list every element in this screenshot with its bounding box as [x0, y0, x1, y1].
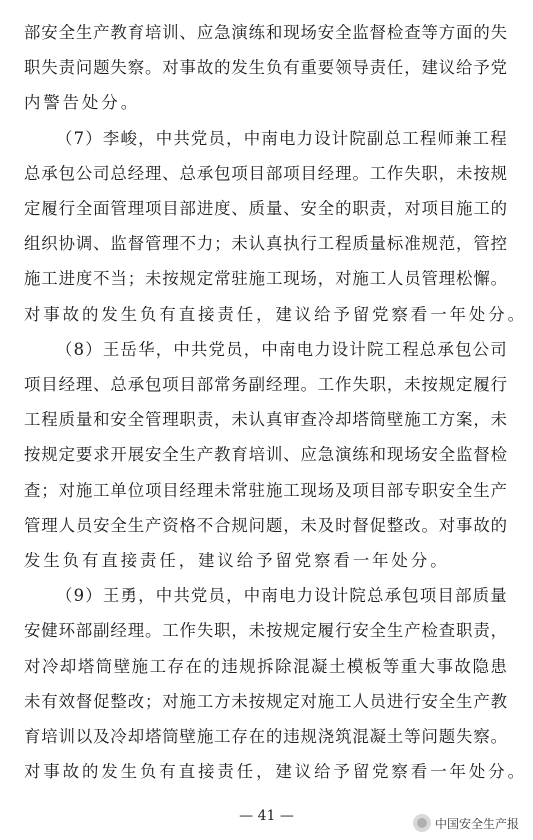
text-line: 未 有 效 督 促 整 改 ； 对 施 工 方 未 按 规 定 对 施 工 人 员 进 行 安 全 生 产 教 [24, 691, 507, 711]
text-line: （ 7 ） 李 峻 ， 中 共 党 员 ， 中 南 电 力 设 计 院 副 总 工 程 师 兼 工 程 [56, 128, 507, 148]
text-line: 对事故的发生负有直接责任，建议给予留党察看一年处分。 [24, 304, 527, 324]
text-line: （ 8 ） 王 岳 华 ， 中 共 党 员 ， 中 南 电 力 设 计 院 工 程 总 承 包 公 司 [56, 339, 507, 359]
text-line: 管 理 人 员 安 全 生 产 资 格 不 合 规 问 题 ， 未 及 时 督 促 整 改 。 对 事 故 的 [24, 515, 507, 535]
text-line: 施 工 进 度 不 当 ； 未 按 规 定 常 驻 施 工 现 场 ， 对 施 工 人 员 管 理 松 懈 。 [24, 269, 507, 289]
text-line: 安 健 环 部 副 经 理 。 工 作 失 职 ， 未 按 规 定 履 行 安 全 生 产 检 查 职 责 ， [24, 621, 507, 641]
text-line: 育 培 训 以 及 冷 却 塔 筒 壁 施 工 存 在 的 违 规 浇 筑 混 凝 土 等 问 题 失 察 。 [24, 727, 507, 746]
text-line: （ 9 ） 王 勇 ， 中 共 党 员 ， 中 南 电 力 设 计 院 总 承 包 项 目 部 质 量 [56, 586, 507, 606]
watermark [413, 814, 519, 832]
text-line: 对事故的发生负有直接责任，建议给予留党察看一年处分。 [24, 762, 527, 782]
text-line: 项 目 经 理 、 总 承 包 项 目 部 常 务 副 经 理 。 工 作 失 职 ， 未 按 规 定 履 行 [24, 375, 507, 394]
text-line: 部 安 全 生 产 教 育 培 训 、 应 急 演 练 和 现 场 安 全 监 督 检 查 等 方 面 的 失 [24, 23, 507, 42]
text-line: 职 失 责 问 题 失 察 。 对 事 故 的 发 生 负 有 重 要 领 导 责 任 ， 建 议 给 予 党 [24, 58, 507, 78]
watermark-logo-icon [413, 814, 431, 832]
text-line: 按 规 定 要 求 开 展 安 全 生 产 教 育 培 训 、 应 急 演 练 和 现 场 安 全 监 督 检 [24, 445, 507, 465]
text-line: 工 程 质 量 和 安 全 管 理 职 责 ， 未 认 真 审 查 冷 却 塔 筒 壁 施 工 方 案 ， 未 [24, 410, 507, 430]
text-line: 内警告处分。 [24, 93, 141, 113]
text-line: 发生负有直接责任，建议给予留党察看一年处分。 [24, 551, 450, 570]
text-line: 组 织 协 调 、 监 督 管 理 不 力 ； 未 认 真 执 行 工 程 质 量 标 准 规 范 ， 管 控 [24, 234, 507, 254]
text-line: 总 承 包 公 司 总 经 理 、 总 承 包 项 目 部 项 目 经 理 。 工 作 失 职 ， 未 按 规 [24, 163, 507, 183]
watermark-text: 中国安全生产报 [434, 816, 519, 831]
text-line: 对 冷 却 塔 筒 壁 施 工 存 在 的 违 规 拆 除 混 凝 土 模 板 等 重 大 事 故 隐 患 [24, 656, 507, 676]
text-line: 查 ； 对 施 工 单 位 项 目 经 理 未 常 驻 施 工 现 场 及 项 目 部 专 职 安 全 生 产 [24, 480, 507, 500]
page-number: — 41 — [239, 808, 294, 824]
text-line: 定 履 行 全 面 管 理 项 目 部 进 度 、 质 量 、 安 全 的 职 责 ， 对 项 目 施 工 的 [24, 199, 507, 218]
